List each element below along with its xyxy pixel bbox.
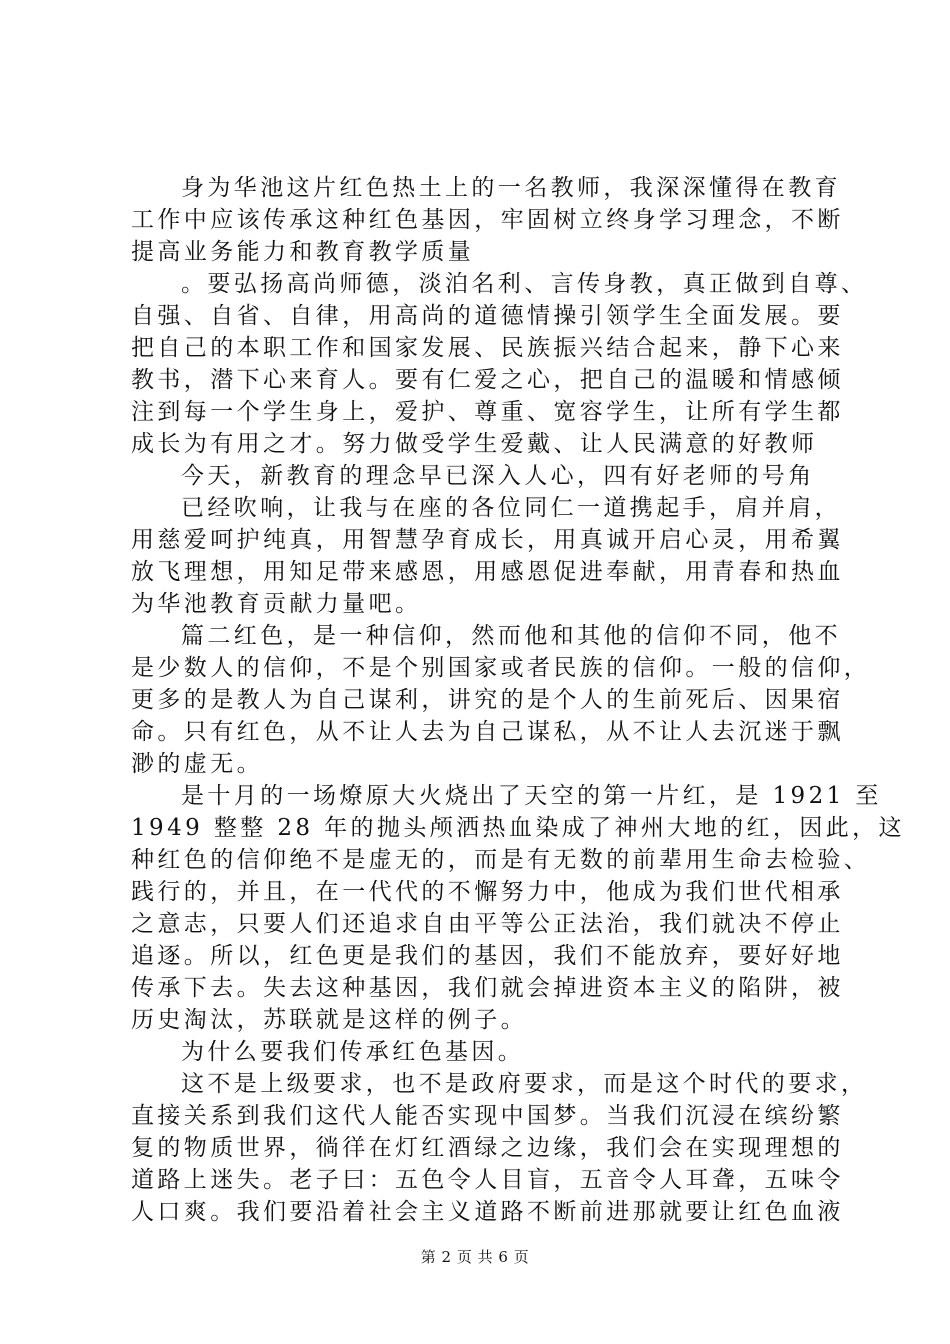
document-body (131, 172, 905, 1228)
text-line: 是十月的一场燎原大火烧出了天空的第一片红，是 1921 至 (181, 783, 882, 809)
text-line: 之意志，只要人们还追求自由平等公正法治，我们就决不停止 (131, 911, 844, 937)
text-line: 直接关系到我们这代人能否实现中国梦。当我们沉浸在缤纷繁 (131, 1103, 844, 1129)
text-line: 提高业务能力和教育教学质量 (131, 239, 475, 265)
text-line: 身为华池这片红色热土上的一名教师，我深深懂得在教育 (181, 175, 841, 201)
text-line: 更多的是教人为自己谋利，讲究的是个人的生前死后、因果宿 (131, 687, 844, 713)
text-line: 把自己的本职工作和国家发展、民族振兴结合起来，静下心来 (131, 335, 844, 361)
text-line: 复的物质世界，徜徉在灯红酒绿之边缘，我们会在实现理想的 (131, 1135, 844, 1161)
text-line: 命。只有红色，从不让人去为自己谋私，从不让人去沉迷于飘 (131, 719, 844, 745)
text-line: 自强、自省、自律，用高尚的道德情操引领学生全面发展。要 (131, 303, 844, 329)
text-line: 种红色的信仰绝不是虚无的，而是有无数的前辈用生命去检验、 (131, 847, 871, 873)
text-line: 用慈爱呵护纯真，用智慧孕育成长，用真诚开启心灵，用希翼 (131, 527, 844, 553)
text-line: 。要弘扬高尚师德，淡泊名利、言传身教，真正做到自尊、 (181, 271, 868, 297)
text-line: 为什么要我们传承红色基因。 (181, 1039, 525, 1065)
text-line: 人口爽。我们要沿着社会主义道路不断前进那就要让红色血液 (131, 1199, 844, 1225)
text-line: 道路上迷失。老子曰：五色令人目盲，五音令人耳聋，五味令 (131, 1167, 844, 1193)
text-line: 为华池教育贡献力量吧。 (131, 591, 422, 617)
text-line: 工作中应该传承这种红色基因，牢固树立终身学习理念，不断 (131, 207, 844, 233)
text-line: 已经吹响，让我与在座的各位同仁一道携起手，肩并肩， (181, 495, 841, 521)
text-line: 放飞理想，用知足带来感恩，用感恩促进奉献，用青春和热血 (131, 559, 844, 585)
text-line: 渺的虚无。 (131, 751, 263, 777)
text-line: 历史淘汰，苏联就是这样的例子。 (131, 1007, 527, 1033)
text-line: 是少数人的信仰，不是个别国家或者民族的信仰。一般的信仰， (131, 655, 871, 681)
text-line: 篇二红色，是一种信仰，然而他和其他的信仰不同，他不 (181, 623, 841, 649)
text-line: 今天，新教育的理念早已深入人心，四有好老师的号角 (181, 463, 815, 489)
text-line: 这不是上级要求，也不是政府要求，而是这个时代的要求， (181, 1071, 868, 1097)
text-line: 注到每一个学生身上，爱护、尊重、宽容学生，让所有学生都 (131, 399, 844, 425)
page-number: 第 2 页 共 6 页 (420, 1248, 530, 1266)
text-line: 践行的，并且，在一代代的不懈努力中，他成为我们世代相承 (131, 879, 844, 905)
text-line: 教书，潜下心来育人。要有仁爱之心，把自己的温暖和情感倾 (131, 367, 844, 393)
text-line: 追逐。所以，红色更是我们的基因，我们不能放弃，要好好地 (131, 943, 844, 969)
text-line: 传承下去。失去这种基因，我们就会掉进资本主义的陷阱，被 (131, 975, 844, 1001)
text-line: 成长为有用之才。努力做受学生爱戴、让人民满意的好教师 (131, 431, 818, 457)
text-line: 1949 整整 28 年的抛头颅洒热血染成了神州大地的红，因此，这 (131, 815, 905, 841)
